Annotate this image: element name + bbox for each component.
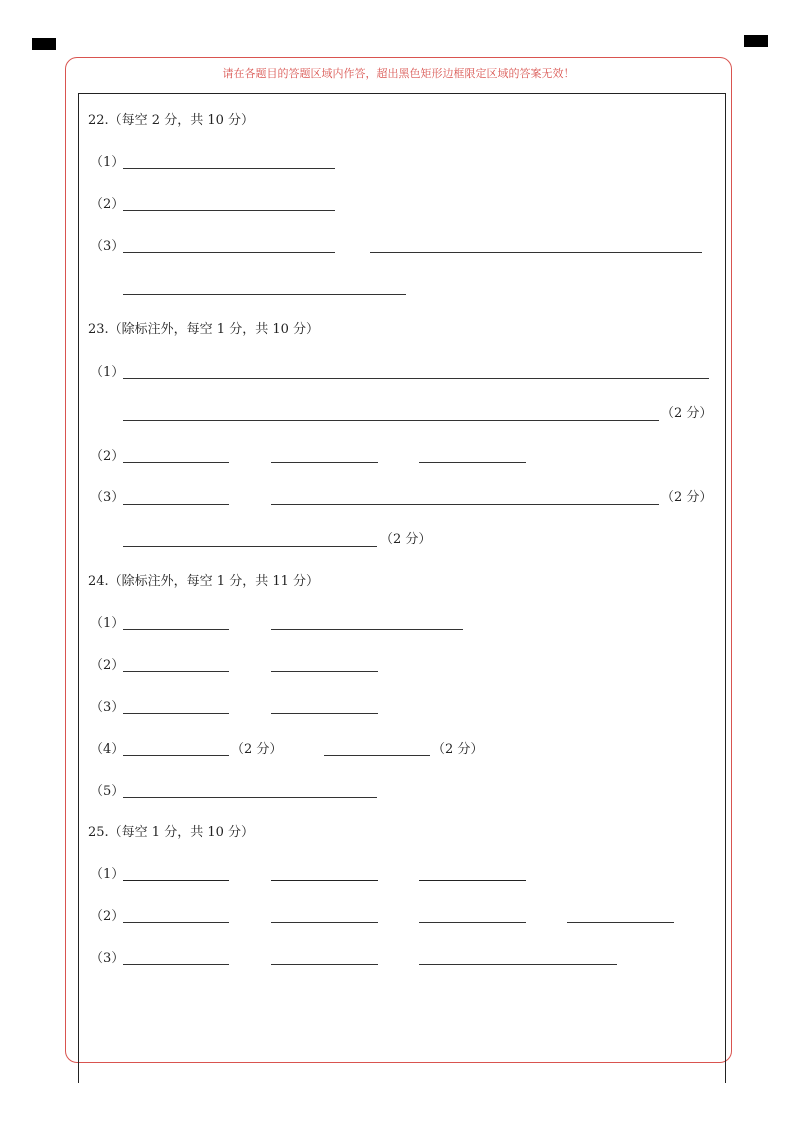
q24-part1-blank-2[interactable] xyxy=(271,629,463,630)
q24-part4-blank-2[interactable] xyxy=(324,755,430,756)
registration-mark-left xyxy=(32,38,56,50)
q23-part3-score-1: （2 分） xyxy=(661,490,713,505)
q25-part1-blank-3[interactable] xyxy=(419,880,526,881)
q24-title: 24.（除标注外，每空 1 分，共 11 分） xyxy=(88,574,320,589)
q24-part1-label: （1） xyxy=(90,616,125,631)
q25-part2-blank-2[interactable] xyxy=(271,922,378,923)
q25-part2-blank-4[interactable] xyxy=(567,922,674,923)
answer-area-notice: 请在各题目的答题区域内作答，超出黑色矩形边框限定区域的答案无效！ xyxy=(222,67,575,80)
q24-part4-score-2: （2 分） xyxy=(432,742,484,757)
q24-part3-blank-2[interactable] xyxy=(271,713,378,714)
q24-part4-score-1: （2 分） xyxy=(231,742,283,757)
q25-part3-blank-3[interactable] xyxy=(419,964,617,965)
q22-part2-blank[interactable] xyxy=(123,210,335,211)
q23-part2-blank-2[interactable] xyxy=(271,462,378,463)
q25-part2-blank-1[interactable] xyxy=(123,922,229,923)
q24-part4-blank-1[interactable] xyxy=(123,755,229,756)
q23-part3-blank-1[interactable] xyxy=(123,504,229,505)
q22-part3-blank-3[interactable] xyxy=(123,294,406,295)
q24-part1-blank-1[interactable] xyxy=(123,629,229,630)
q23-part3-score-2: （2 分） xyxy=(380,532,432,547)
q24-part3-blank-1[interactable] xyxy=(123,713,229,714)
q25-part3-label: （3） xyxy=(90,951,125,966)
q22-title: 22.（每空 2 分，共 10 分） xyxy=(88,113,255,128)
q25-part1-blank-1[interactable] xyxy=(123,880,229,881)
q24-part2-blank-2[interactable] xyxy=(271,671,378,672)
q25-part3-blank-2[interactable] xyxy=(271,964,378,965)
q25-part2-blank-3[interactable] xyxy=(419,922,526,923)
q23-part1-blank-2[interactable] xyxy=(123,420,659,421)
q23-part1-blank-1[interactable] xyxy=(123,378,709,379)
q24-part2-label: （2） xyxy=(90,658,125,673)
q23-part3-blank-2[interactable] xyxy=(271,504,659,505)
q22-part1-label: （1） xyxy=(90,155,125,170)
q22-part3-blank-1[interactable] xyxy=(123,252,335,253)
q22-part3-blank-2[interactable] xyxy=(370,252,702,253)
q24-part4-label: （4） xyxy=(90,742,125,757)
q23-part1-label: （1） xyxy=(90,365,125,380)
q23-part3-blank-3[interactable] xyxy=(123,546,377,547)
q22-part2-label: （2） xyxy=(90,197,125,212)
q25-title: 25.（每空 1 分，共 10 分） xyxy=(88,825,255,840)
q23-part2-label: （2） xyxy=(90,449,125,464)
q24-part2-blank-1[interactable] xyxy=(123,671,229,672)
q23-title: 23.（除标注外，每空 1 分，共 10 分） xyxy=(88,322,320,337)
q24-part5-label: （5） xyxy=(90,784,125,799)
q25-part1-label: （1） xyxy=(90,867,125,882)
q24-part3-label: （3） xyxy=(90,700,125,715)
q25-part1-blank-2[interactable] xyxy=(271,880,378,881)
q23-part1-score: （2 分） xyxy=(661,406,713,421)
q23-part2-blank-3[interactable] xyxy=(419,462,526,463)
q23-part2-blank-1[interactable] xyxy=(123,462,229,463)
registration-mark-right xyxy=(744,35,768,47)
q24-part5-blank[interactable] xyxy=(123,797,377,798)
q22-part3-label: （3） xyxy=(90,239,125,254)
q22-part1-blank[interactable] xyxy=(123,168,335,169)
q25-part3-blank-1[interactable] xyxy=(123,964,229,965)
q23-part3-label: （3） xyxy=(90,490,125,505)
q25-part2-label: （2） xyxy=(90,909,125,924)
